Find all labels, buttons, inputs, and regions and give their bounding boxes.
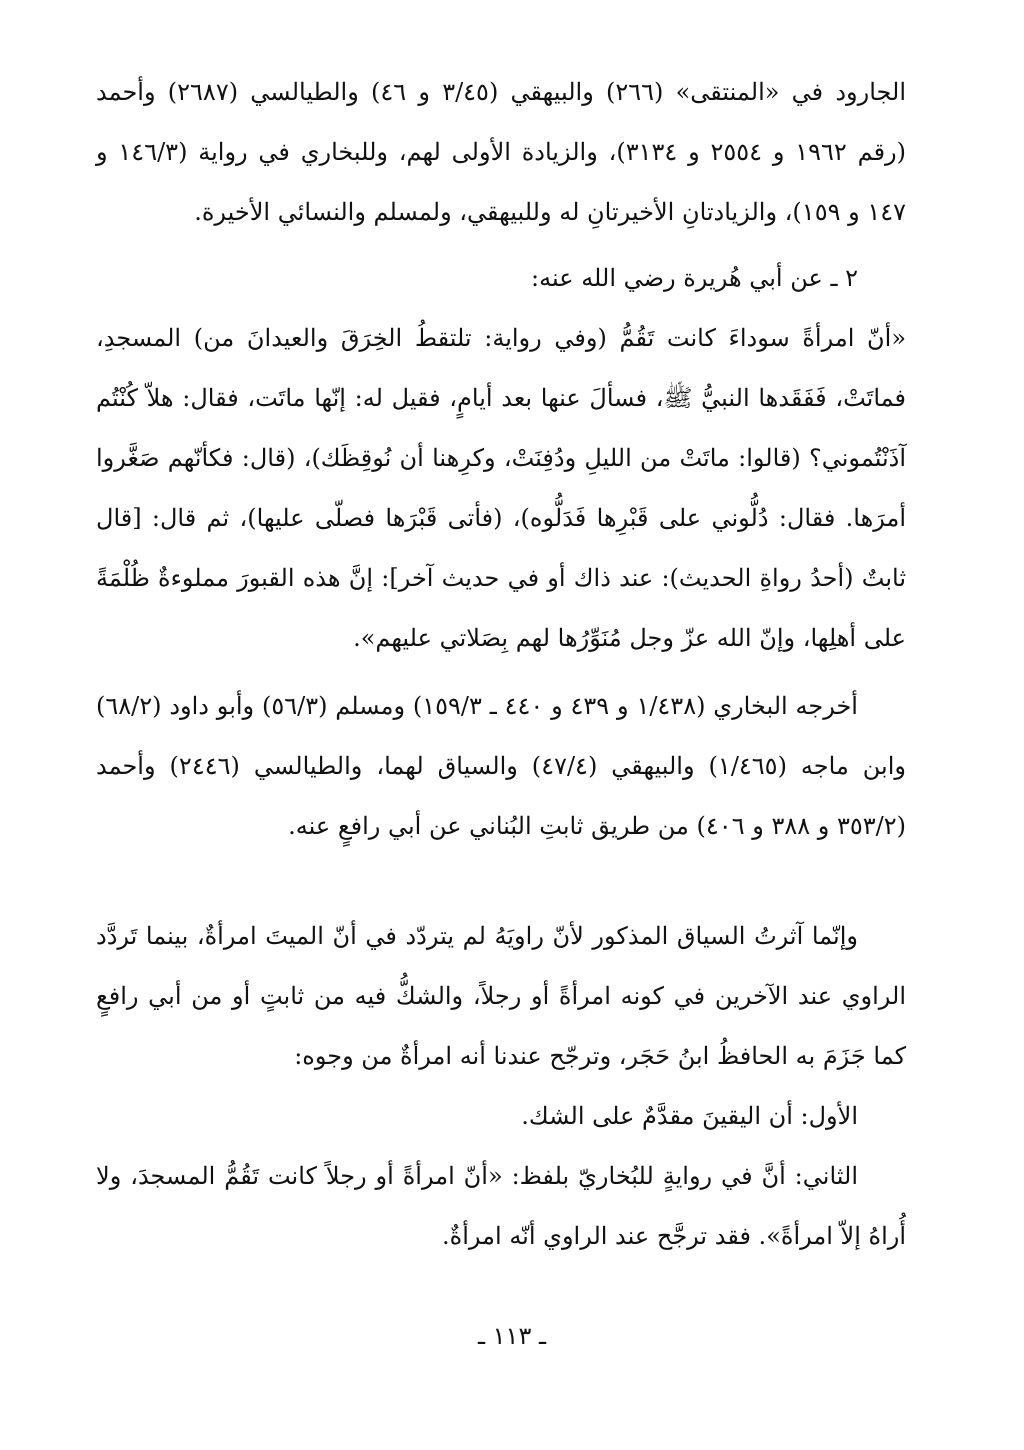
page-number: ـ ١١٣ ـ [477,1322,546,1350]
reason-second: الثاني: أنَّ في روايةٍ للبُخاريّ بلفظ: «أنّ امرأةً أو رجلاً كانت تَقُمُّ المسجدَ، ولا أُراهُ إلاّ امرأةً». فقد ترجَّح عند الراوي أنّه امرأةٌ. [96,1162,906,1250]
takhrij-paragraph-2: أخرجه البخاري (١/٤٣٨ و ٤٣٩ و ٤٤٠ ـ ١٥٩/٣) ومسلم (٥٦/٣) وأبو داود (٦٨/٢) وابن ماجه (١/٤٦٥) والبيهقي (٤٧/٤) والسياق لهما، والطيالسي (٢٤٤٦) وأحمد (٣٥٣/٢ و ٣٨٨ و ٤٠٦) من طريق ثابتِ البُناني عن أبي رافعٍ عنه. [96,692,906,840]
commentary-paragraph: وإنّما آثرتُ السياق المذكور لأنّ راويَهُ لم يتردّد في أنّ الميتَ امرأةٌ، بينما تَردَّد الراوي عند الآخرين في كونه امرأةً أو رجلاً، والشكُّ فيه من ثابتٍ أو من أبي رافعٍ كما جَزَمَ به الحافظُ ابنُ حَجَر، وترجّح عندنا أنه امرأةٌ من وجوه: [96,922,906,1070]
takhrij-paragraph-1: الجارود في «المنتقى» (٢٦٦) والبيهقي (٣/٤٥ و ٤٦) والطيالسي (٢٦٨٧) وأحمد (رقم ١٩٦٢ و ٢٥٥٤ و ٣١٣٤)، والزيادة الأولى لهم، وللبخاري في رواية (١٤٦/٣ و ١٤٧ و ١٥٩)، والزيادتانِ الأخيرتانِ له وللبيهقي، ولمسلم والنسائي الأخيرة. [96,78,907,226]
hadith-heading-2: ٢ ـ عن أبي هُريرة رضي الله عنه: [531,264,858,292]
page-body [96,62,906,1450]
hadith-text-2: «أنّ امرأةً سوداءَ كانت تَقُمُّ (وفي رواية: تلتقطُ الخِرَقَ والعيدانَ من) المسجدِ، فماتَتْ، فَفَقَدها النبيُّ ﷺ، فسألَ عنها بعد أيامٍ، فقيل له: إنّها ماتَت، فقال: هلاّ كُنْتُم آذَنْتُموني؟ (قالوا: ماتَتْ من الليلِ ودُفِنَتْ، وكرِهنا أن نُوقِظَك)، (قال: فكأنّهم صَغَّروا أمرَها. فقال: دُلُّوني على قَبْرِها فَدَلُّوه)، (فأتى قَبْرَها فصلّى عليها)، ثم قال: [قال ثابتٌ (أحدُ رواةِ الحديث): عند ذاك أو في حديث آخر]: إنَّ هذه القبورَ مملوءةٌ ظُلْمَةً على أهلِها، وإنّ الله عزّ وجل مُنَوِّرُها لهم بِصَلاتي عليهم». [96,324,907,652]
reason-first: الأول: أن اليقينَ مقدَّمٌ على الشك. [521,1102,858,1130]
